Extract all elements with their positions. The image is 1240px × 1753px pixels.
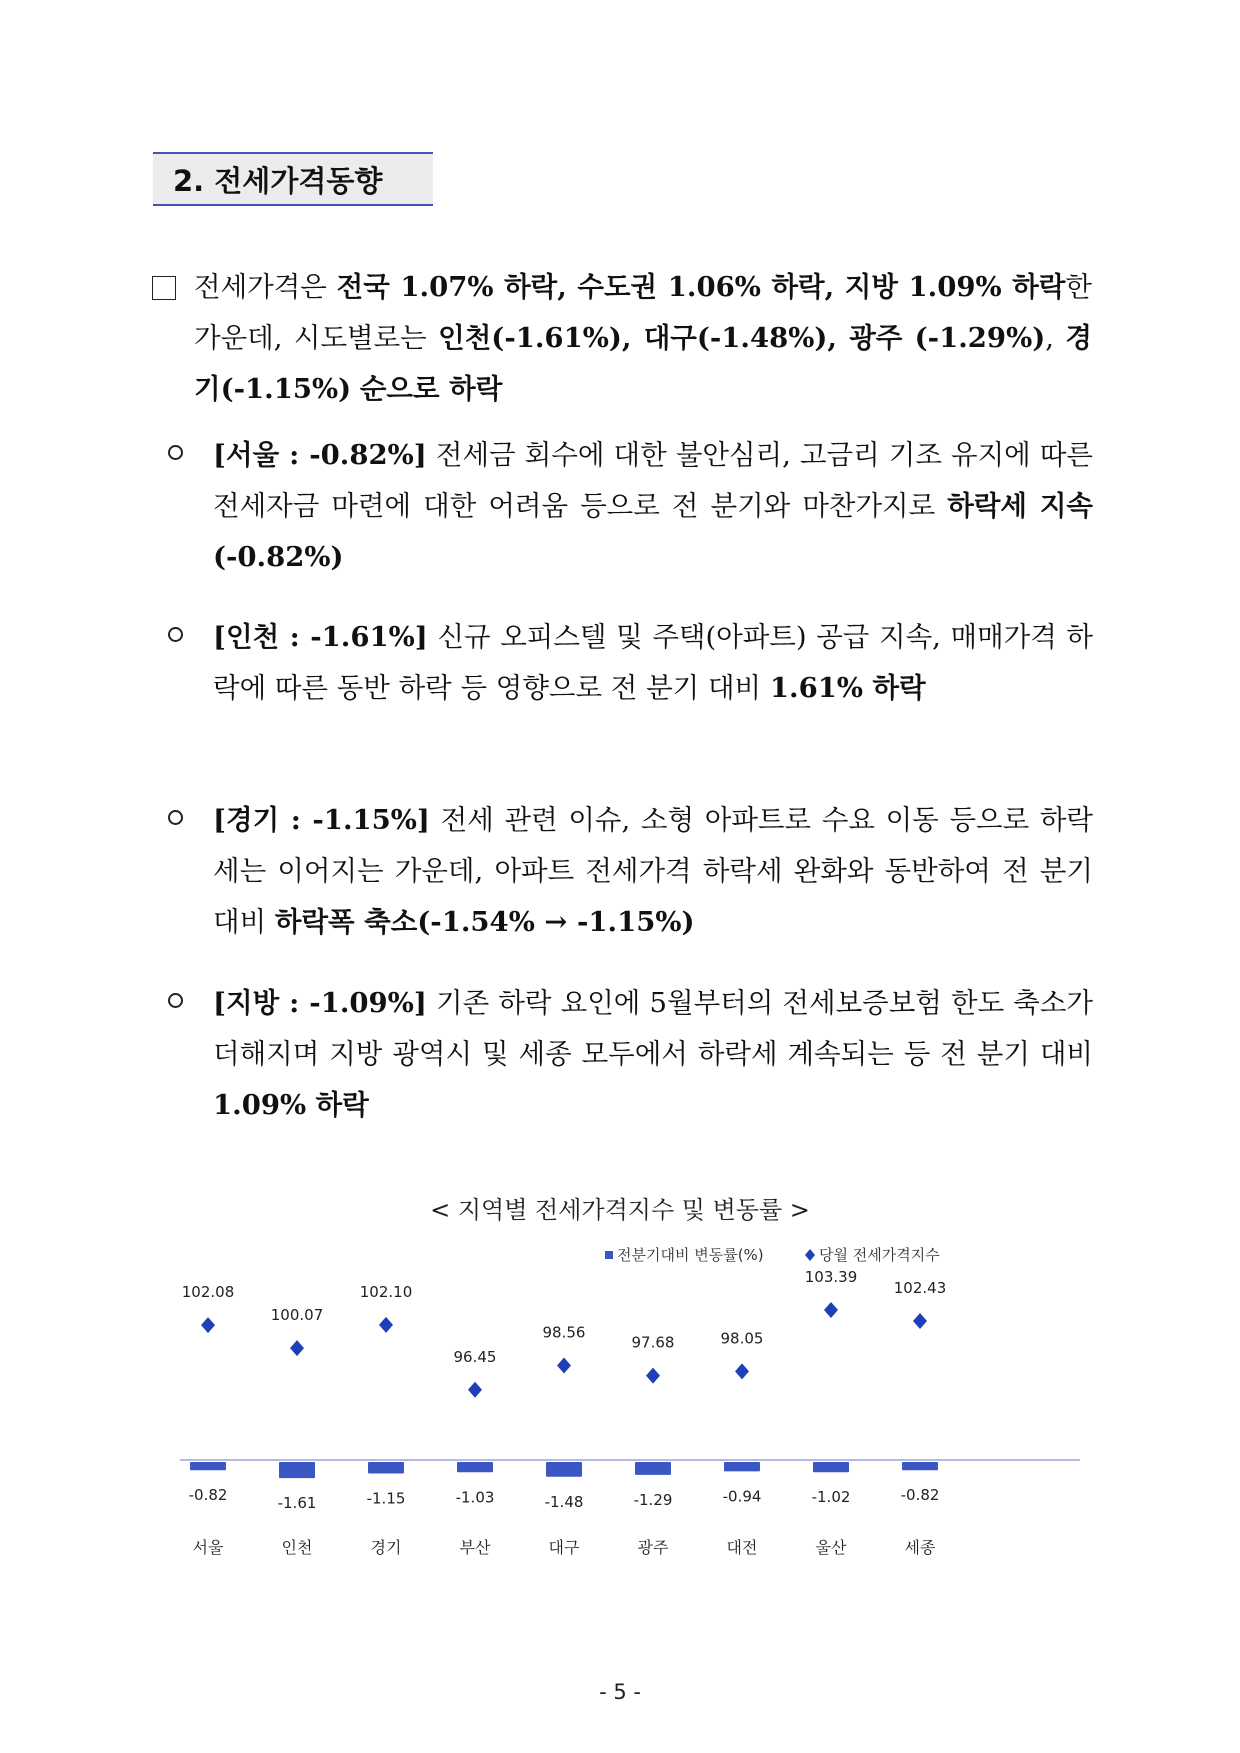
chart-diamond-세종 — [913, 1313, 927, 1329]
chart-caption: < 지역별 전세가격지수 및 변동률 > — [430, 1196, 810, 1224]
chart-bar-울산 — [813, 1462, 849, 1472]
circle-bullet-icon — [168, 810, 183, 825]
bullet-emph: 1.09% 하락 — [213, 1089, 369, 1121]
bullet-head: [지방 : -1.09%] — [213, 987, 427, 1019]
chart-diamond-인천 — [290, 1340, 304, 1356]
bullet-head: [서울 : -0.82%] — [213, 439, 427, 471]
chart-legend — [605, 1246, 940, 1264]
chart-index-value: 98.05 — [720, 1329, 764, 1348]
bullet-text — [213, 795, 1093, 948]
bullet-text — [213, 430, 1093, 583]
chart-index-value: 102.10 — [359, 1282, 413, 1301]
legend-bar-swatch — [605, 1251, 613, 1259]
bullet-body: 전세금 회수에 대한 불안심리, 고금리 기조 유지에 따른 전세자금 마련에 대한 어려움 등으로 전 분기와 마찬가지로 — [213, 439, 1093, 522]
chart-diamond-경기 — [379, 1317, 393, 1333]
chart-category-label: 부산 — [459, 1538, 491, 1557]
chart-bar-value: -1.61 — [277, 1494, 317, 1513]
bullet-seoul — [168, 430, 1093, 583]
chart-category-label: 대전 — [726, 1538, 758, 1557]
bullet-head: [인천 : -1.61%] — [213, 621, 428, 653]
legend-bar-label: 전분기대비 변동률(%) — [617, 1246, 764, 1264]
chart-bar-인천 — [279, 1462, 315, 1478]
bullet-body: 신규 오피스텔 및 주택(아파트) 공급 지속, 매매가격 하락에 따른 동반 하락 등 영향으로 전 분기 대비 — [213, 621, 1093, 704]
bullet-incheon — [168, 612, 1093, 714]
chart-diamond-부산 — [468, 1382, 482, 1398]
chart-category-label: 인천 — [281, 1538, 313, 1557]
chart-bar-부산 — [457, 1462, 493, 1472]
chart-bar-서울 — [190, 1462, 226, 1470]
chart-category-label: 울산 — [815, 1538, 847, 1557]
summary-text: 전세가격은 전국 1.07% 하락, 수도권 1.06% 하락, 지방 1.09% 하락한 가운데, 시도별로는 인천(-1.61%), 대구(-1.48%), 광주 (-1.29%), 경기(-1.15%) 순으로 하락 — [194, 271, 1092, 405]
chart-bar-세종 — [902, 1462, 938, 1470]
chart-category-label: 세종 — [904, 1538, 936, 1557]
chart-index-value: 102.43 — [893, 1279, 947, 1298]
chart-category-label: 서울 — [192, 1538, 224, 1557]
chart-diamond-대구 — [557, 1358, 571, 1374]
chart-diamond-광주 — [646, 1368, 660, 1384]
chart-bar-광주 — [635, 1462, 671, 1475]
circle-bullet-icon — [168, 993, 183, 1008]
bullet-head: [경기 : -1.15%] — [213, 804, 430, 836]
circle-bullet-icon — [168, 445, 183, 460]
chart-index-value: 100.07 — [270, 1306, 324, 1325]
chart-bar-경기 — [368, 1462, 404, 1474]
chart-bar-value: -0.94 — [722, 1487, 762, 1506]
chart-bar-대구 — [546, 1462, 582, 1477]
bullet-body: 기존 하락 요인에 5월부터의 전세보증보험 한도 축소가 더해지며 지방 광역시 및 세종 모두에서 하락세 계속되는 등 전 분기 대비 — [213, 987, 1093, 1070]
jeonse-chart — [170, 1235, 1090, 1575]
bullet-emph: 하락세 지속(-0.82%) — [213, 490, 1093, 573]
bullet-gyeonggi — [168, 795, 1093, 948]
chart-bar-value: -1.48 — [544, 1492, 584, 1511]
chart-index-value: 102.08 — [181, 1283, 235, 1302]
bullet-emph: 하락폭 축소(-1.54% → -1.15%) — [274, 906, 695, 938]
chart-category-label: 대구 — [548, 1538, 580, 1557]
chart-bar-value: -1.29 — [633, 1490, 673, 1509]
chart-category-label: 광주 — [637, 1538, 669, 1557]
chart-bar-value: -1.15 — [366, 1489, 406, 1508]
bullet-emph: 1.61% 하락 — [769, 672, 926, 704]
summary-block — [152, 262, 1092, 415]
circle-bullet-icon — [168, 627, 183, 642]
chart-diamond-서울 — [201, 1317, 215, 1333]
chart-diamond-대전 — [735, 1363, 749, 1379]
chart-index-value: 98.56 — [542, 1323, 586, 1342]
chart-bar-value: -0.82 — [188, 1486, 228, 1505]
section-title: 2. 전세가격동향 — [153, 152, 433, 206]
chart-index-value: 96.45 — [453, 1347, 497, 1366]
bullet-text — [213, 612, 1093, 714]
chart-bar-value: -1.02 — [811, 1488, 851, 1507]
chart-bar-value: -0.82 — [900, 1486, 940, 1505]
chart-index-value: 97.68 — [631, 1333, 675, 1352]
chart-category-label: 경기 — [370, 1538, 402, 1557]
bullet-body: 전세 관련 이슈, 소형 아파트로 수요 이동 등으로 하락세는 이어지는 가운데, 아파트 전세가격 하락세 완화와 동반하여 전 분기 대비 — [213, 804, 1093, 938]
chart-index-value: 103.39 — [804, 1268, 858, 1286]
bullet-text — [213, 978, 1093, 1131]
chart-bar-대전 — [724, 1462, 760, 1471]
page-number: - 5 - — [599, 1680, 641, 1704]
checkbox-square-icon — [152, 276, 176, 300]
bullet-jibang — [168, 978, 1093, 1131]
legend-diamond-label: 당월 전세가격지수 — [819, 1246, 940, 1264]
chart-diamond-울산 — [824, 1302, 838, 1318]
legend-diamond-swatch — [805, 1249, 815, 1261]
chart-bar-value: -1.03 — [455, 1488, 495, 1507]
